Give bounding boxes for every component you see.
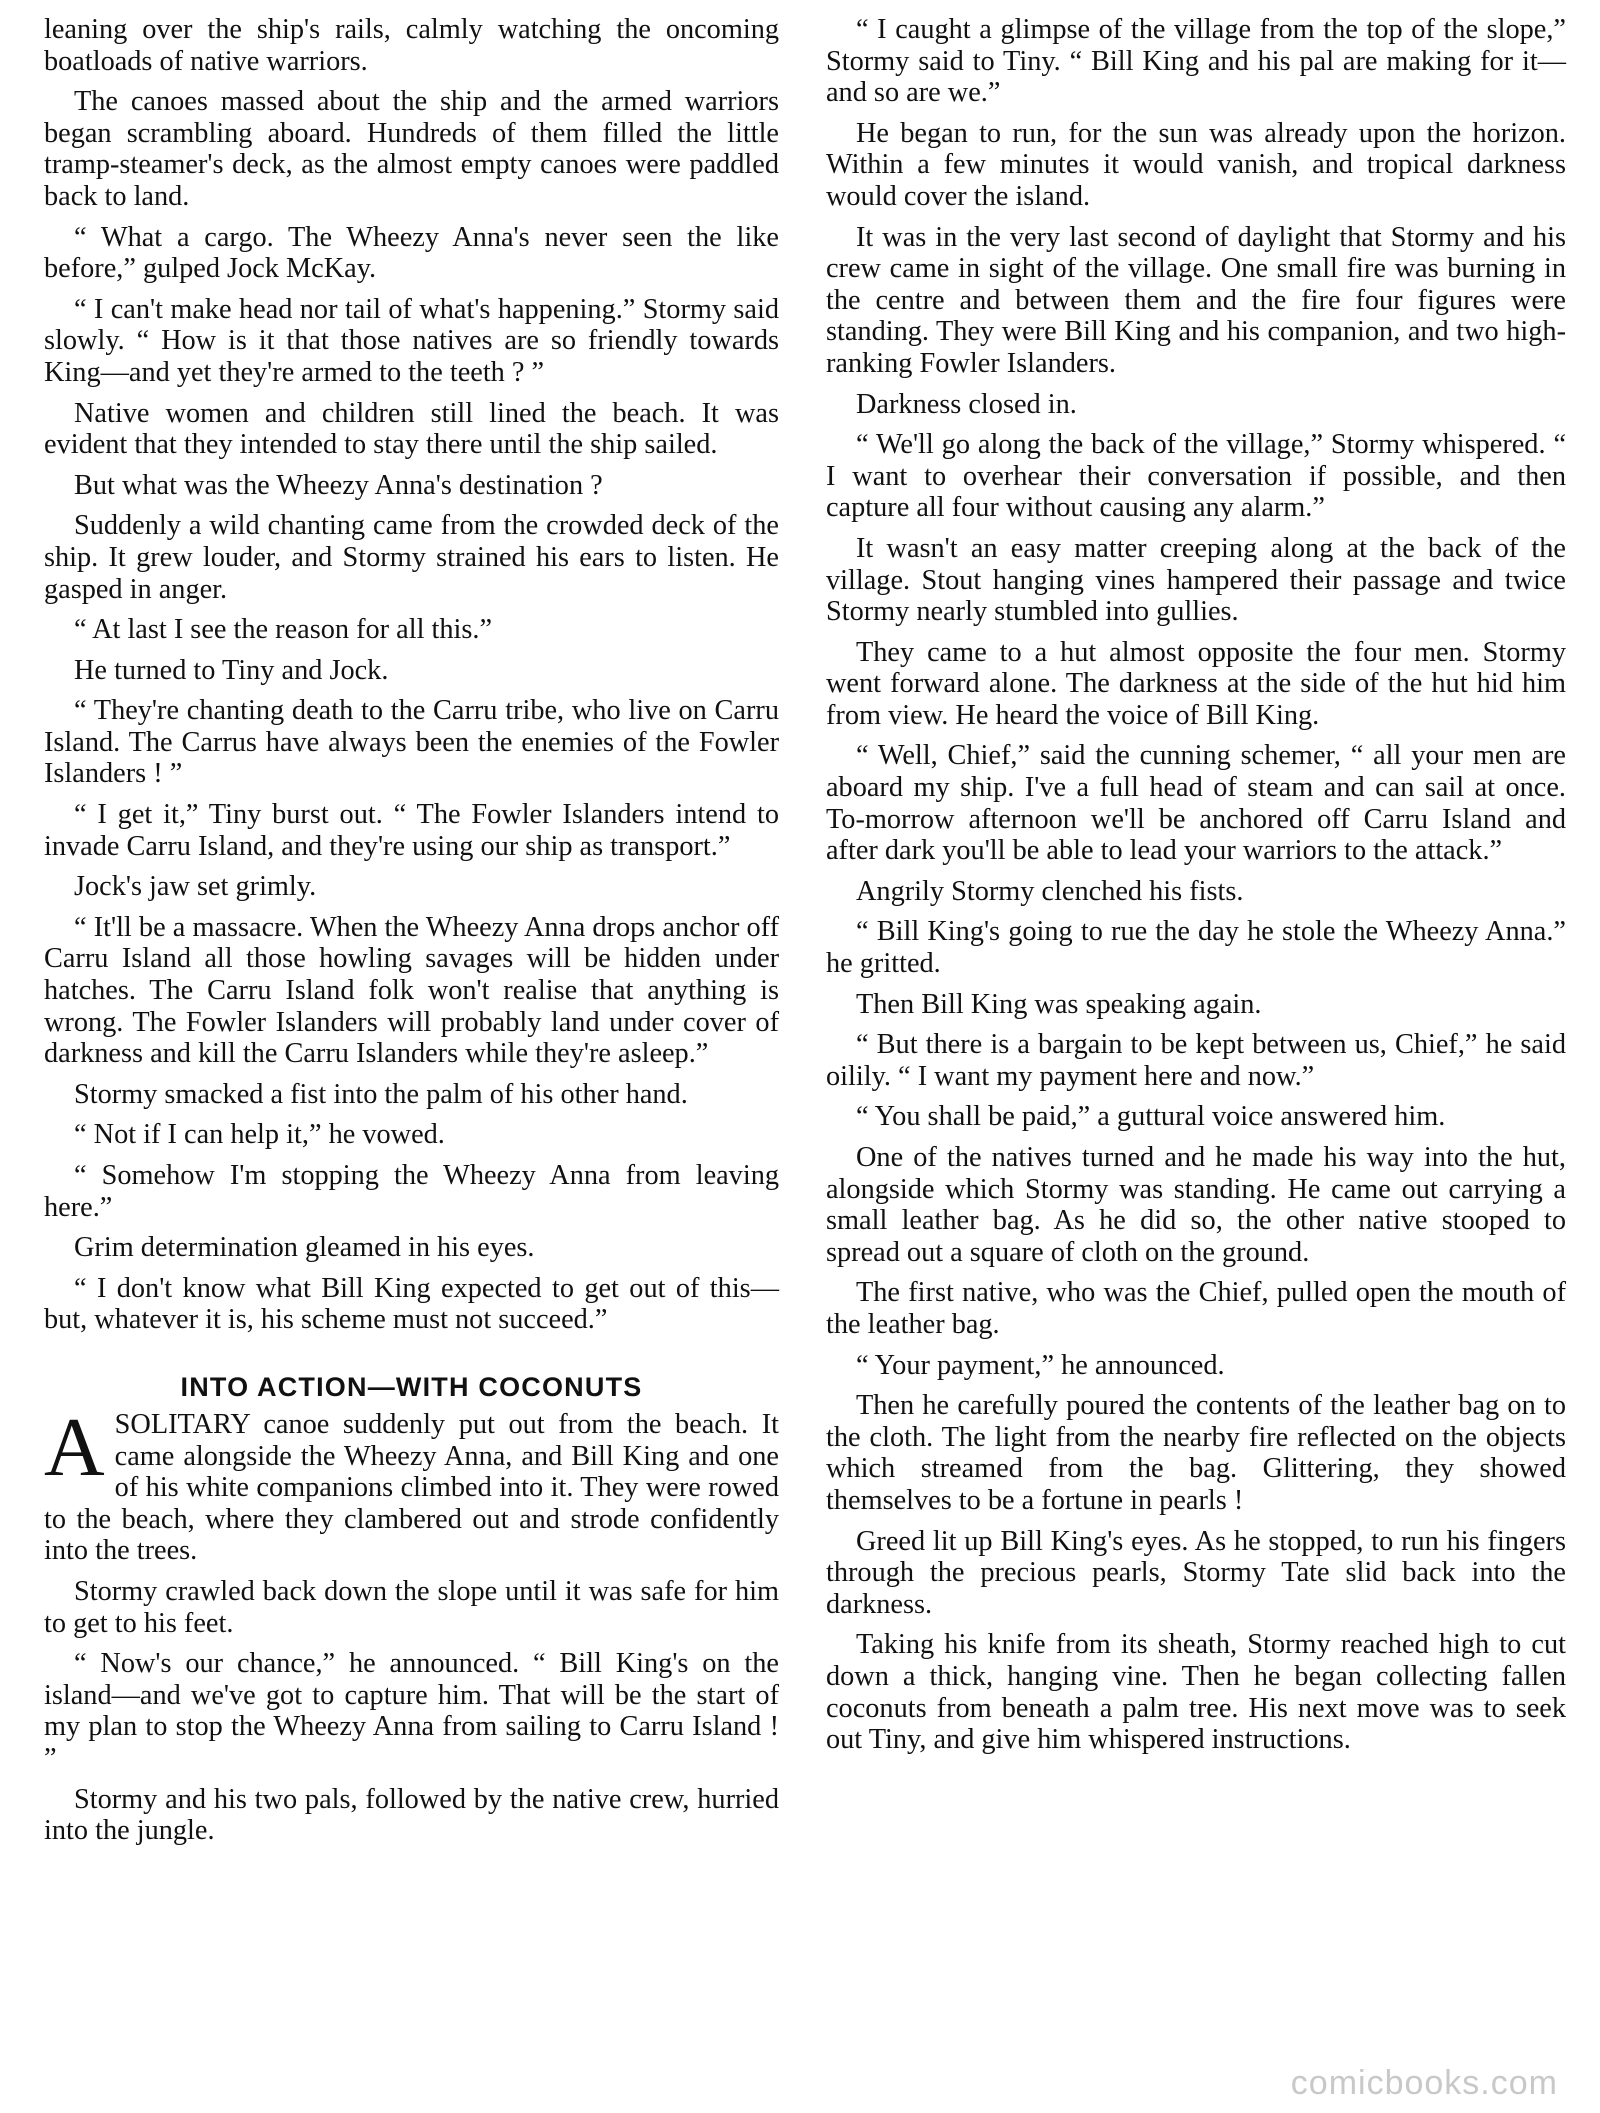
paragraph: Taking his knife from its sheath, Stormy reached high to cut down a thick, hanging vine. Then he began collecting fallen coconuts from beneath a palm tree. His next move was to seek out Tiny, and give him whispered instructions.	[826, 1629, 1566, 1756]
paragraph: The canoes massed about the ship and the armed warriors began scrambling aboard. Hundreds of them filled the little tramp-steamer's deck, as the almost empty canoes were paddled back to land.	[44, 86, 779, 212]
paragraph: “ Well, Chief,” said the cunning schemer, “ all your men are aboard my ship. I've a full head of steam and can sail at once. To-morrow afternoon we'll be anchored off Carru Island and after dark you'll be able to lead your warriors to the attack.”	[826, 740, 1566, 867]
paragraph: “ We'll go along the back of the village,” Stormy whispered. “ I want to overhear their conversation if possible, and then capture all four without causing any alarm.”	[826, 429, 1566, 524]
drop-cap-paragraph: ASOLITARY canoe suddenly put out from the beach. It came alongside the Wheezy Anna, and Bill King and one of his white companions climbed into it. They were rowed to the beach, where they clambered out and strode confidently into the trees.	[44, 1400, 779, 1567]
paragraph: Then Bill King was speaking again.	[856, 988, 1262, 1020]
paragraph: Grim determination gleamed in his eyes.	[74, 1232, 535, 1264]
paragraph: “ They're chanting death to the Carru tribe, who live on Carru Island. The Carrus have always been the enemies of the Fowler Islanders ! ”	[44, 695, 779, 790]
paragraph: Greed lit up Bill King's eyes. As he stopped, to run his fingers through the precious pearls, Stormy Tate slid back into the darkness.	[826, 1525, 1566, 1620]
paragraph: “ I caught a glimpse of the village from the top of the slope,” Stormy said to Tiny. “ Bill King and his pal are making for it—and so are we.”	[826, 14, 1566, 109]
paragraph: “ I can't make head nor tail of what's happening.” Stormy said slowly. “ How is it that those natives are so friendly towards King—and yet they're armed to the teeth ? ”	[44, 293, 779, 388]
paragraph: It wasn't an easy matter creeping along at the back of the village. Stout hanging vines hampered their passage and twice Stormy nearly stumbled into gullies.	[826, 532, 1566, 628]
paragraph: Stormy crawled back down the slope until it was safe for him to get to his feet.	[44, 1575, 779, 1639]
paragraph: He turned to Tiny and Jock.	[74, 654, 389, 686]
paragraph: Then he carefully poured the contents of the leather bag on to the cloth. The light from the nearby fire reflected on the objects which streamed from the bag. Glittering, they showed themselves to be a fortune in pearls !	[826, 1390, 1566, 1516]
paragraph: Native women and children still lined the beach. It was evident that they intended to stay there until the ship sailed.	[44, 397, 779, 461]
paragraph: “ I don't know what Bill King expected to get out of this—but, whatever it is, his scheme must not succeed.”	[44, 1272, 779, 1336]
right-column	[826, 14, 1566, 1856]
paragraph: Stormy and his two pals, followed by the native crew, hurried into the jungle.	[44, 1783, 779, 1847]
paragraph: “ At last I see the reason for all this.”	[74, 614, 493, 646]
paragraph: Stormy smacked a fist into the palm of his other hand.	[74, 1078, 688, 1110]
paragraph: “ What a cargo. The Wheezy Anna's never seen the like before,” gulped Jock McKay.	[44, 221, 779, 285]
paragraph: Darkness closed in.	[856, 388, 1077, 420]
paragraph: But what was the Wheezy Anna's destination ?	[74, 469, 603, 501]
paragraph: Suddenly a wild chanting came from the crowded deck of the ship. It grew louder, and Stormy strained his ears to listen. He gasped in anger.	[44, 510, 779, 605]
paragraph: “ Bill King's going to rue the day he stole the Wheezy Anna.” he gritted.	[826, 916, 1566, 980]
paragraph: “ It'll be a massacre. When the Wheezy Anna drops anchor off Carru Island all those howling savages will be hidden under hatches. The Carru Island folk won't realise that anything is wrong. The Fowler Islanders will probably land under cover of darkness and kill the Carru Islanders while they're asleep.”	[44, 911, 779, 1070]
paragraph: “ Somehow I'm stopping the Wheezy Anna from leaving here.”	[44, 1160, 779, 1223]
paragraph: “ Not if I can help it,” he vowed.	[74, 1119, 445, 1151]
paragraph: “ I get it,” Tiny burst out. “ The Fowler Islanders intend to invade Carru Island, and they're using our ship as transport.”	[44, 799, 779, 862]
paragraph: “ Now's our chance,” he announced. “ Bill King's on the island—and we've got to capture him. That will be the start of my plan to stop the Wheezy Anna from sailing to Carru Island ! ”	[44, 1648, 779, 1774]
paragraph: Jock's jaw set grimly.	[74, 871, 317, 903]
paragraph: Angrily Stormy clenched his fists.	[856, 875, 1244, 907]
left-column	[44, 14, 779, 1856]
paragraph: “ But there is a bargain to be kept between us, Chief,” he said oilily. “ I want my payment here and now.”	[826, 1029, 1566, 1092]
paragraph: One of the natives turned and he made his way into the hut, alongside which Stormy was standing. He came out carrying a small leather bag. As he did so, the other native stooped to spread out a square of cloth on the ground.	[826, 1142, 1566, 1268]
paragraph: “ Your payment,” he announced.	[856, 1349, 1225, 1381]
text-columns	[44, 14, 1566, 1856]
paragraph: leaning over the ship's rails, calmly watching the oncoming boatloads of native warriors.	[44, 14, 779, 77]
paragraph: The first native, who was the Chief, pulled open the mouth of the leather bag.	[826, 1277, 1566, 1340]
paragraph: “ You shall be paid,” a guttural voice answered him.	[856, 1101, 1446, 1133]
paragraph: It was in the very last second of daylight that Stormy and his crew came in sight of the village. One small fire was burning in the centre and between them and the fire four figures were standing. They were Bill King and his companion, and two high-ranking Fowler Islanders.	[826, 221, 1566, 379]
paragraph: They came to a hut almost opposite the four men. Stormy went forward alone. The darkness at the side of the hut hid him from view. He heard the voice of Bill King.	[826, 636, 1566, 731]
section-heading: INTO ACTION—WITH COCONUTS	[180, 1371, 643, 1402]
watermark: comicbooks.com	[1290, 2064, 1558, 2102]
paragraph: He began to run, for the sun was already upon the horizon. Within a few minutes it would vanish, and tropical darkness would cover the island.	[826, 117, 1566, 212]
